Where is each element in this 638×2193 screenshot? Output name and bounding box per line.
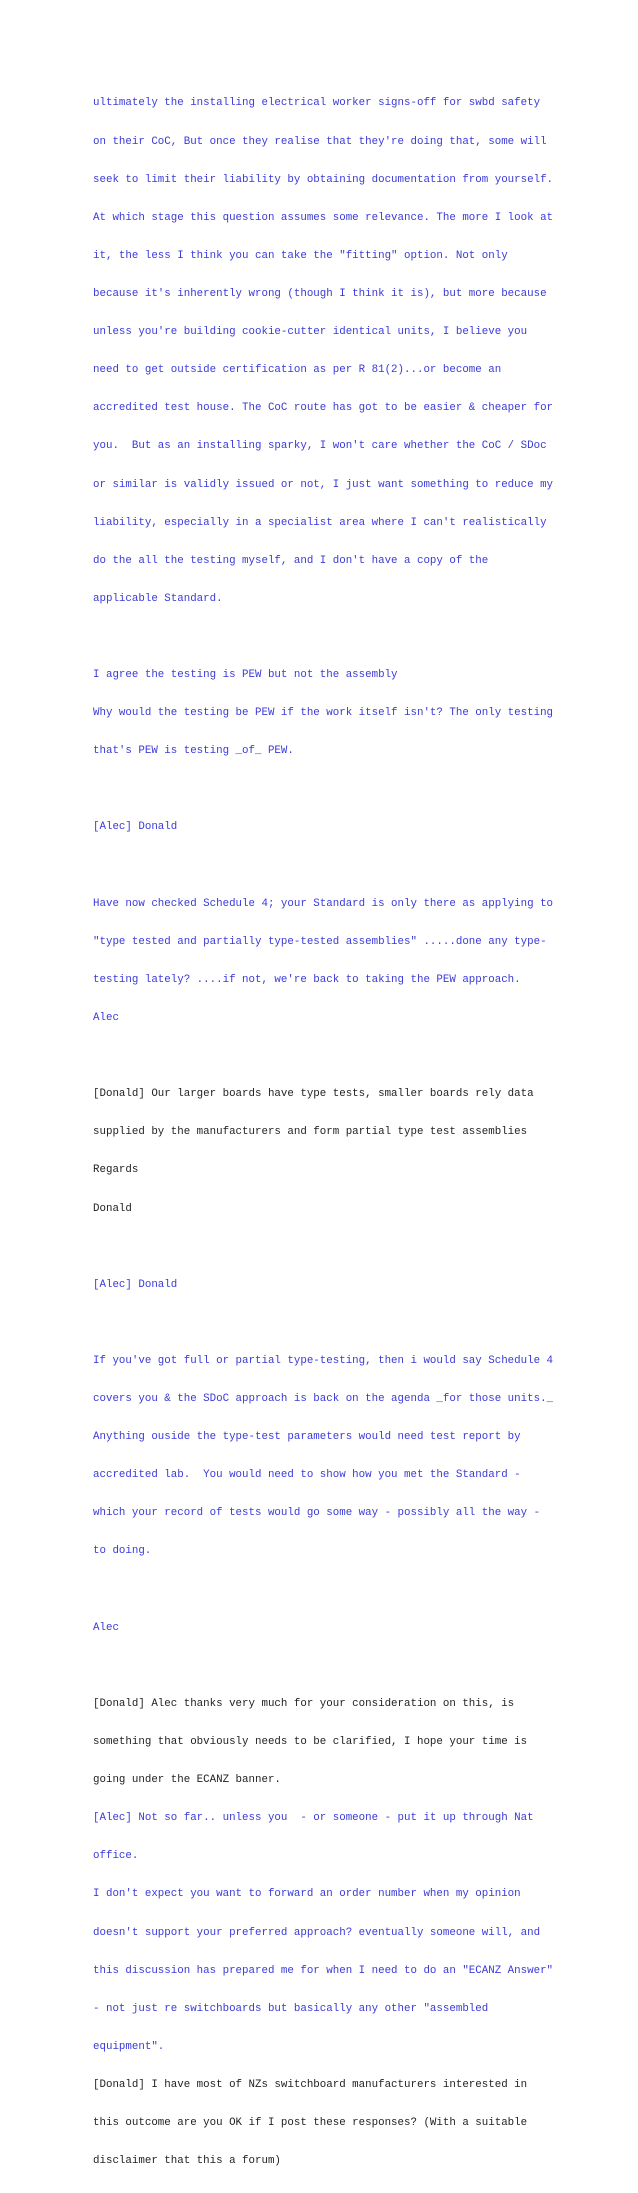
text-line: doesn't support your preferred approach? eventually someone will, and [93, 1926, 541, 1939]
text-line: ultimately the installing electrical worker signs-off for swbd safety [93, 97, 541, 110]
text-line: If you've got full or partial type-testing, then i would say Schedule 4 [93, 1354, 554, 1367]
text-line: seek to limit their liability by obtaining documentation from yourself. [93, 173, 554, 186]
text-line: because it's inherently wrong (though I think it is), but more because [93, 287, 547, 300]
text-line: [Alec] Donald [93, 1278, 178, 1291]
speaker-heading [93, 1253, 553, 1317]
text-line: unless you're building cookie-cutter identical units, I believe you [93, 326, 528, 339]
text-line: accredited lab. You would need to show how you met the Standard - [93, 1469, 521, 1482]
text-line: [Alec] Not so far.. unless you - or someone - put it up through Nat [93, 1812, 534, 1825]
text-line: Donald [93, 1202, 132, 1215]
text-line: [Donald] Alec thanks very much for your consideration on this, is [93, 1697, 515, 1710]
text-line: "type tested and partially type-tested assemblies" .....done any type- [93, 935, 547, 948]
text-line: equipment". [93, 2040, 165, 2053]
paragraph-schedule-4 [93, 872, 553, 1050]
text-line: to doing. [93, 1545, 152, 1558]
paragraph-pew-testing [93, 644, 553, 784]
text-line: this discussion has prepared me for when I need to do an "ECANZ Answer" [93, 1964, 554, 1977]
email-thread-document [93, 72, 553, 2193]
text-line: I agree the testing is PEW but not the assembly [93, 669, 398, 682]
speaker-heading [93, 796, 553, 860]
text-line: Why would the testing be PEW if the work itself isn't? The only testing [93, 707, 554, 720]
text-line: [Alec] Donald [93, 821, 178, 834]
paragraph-liability-discussion [93, 72, 553, 631]
text-line: testing lately? ....if not, we're back to taking the PEW approach. [93, 973, 521, 986]
text-line: or similar is validly issued or not, I just want something to reduce my [93, 478, 554, 491]
text-line: I don't expect you want to forward an order number when my opinion [93, 1888, 521, 1901]
text-line: Alec [93, 1011, 119, 1024]
paragraph-donald-type-tests [93, 1063, 553, 1241]
text-line: it, the less I think you can take the "fitting" option. Not only [93, 249, 508, 262]
text-line: - not just re switchboards but basically any other "assembled [93, 2002, 489, 2015]
text-line: do the all the testing myself, and I don't have a copy of the [93, 554, 489, 567]
text-line: you. But as an installing sparky, I won't care whether the CoC / SDoc [93, 440, 547, 453]
text-line: Have now checked Schedule 4; your Standard is only there as applying to [93, 897, 554, 910]
text-line: applicable Standard. [93, 592, 223, 605]
text-line: on their CoC, But once they realise that they're doing that, some will [93, 135, 547, 148]
text-line: [Donald] Our larger boards have type tests, smaller boards rely data [93, 1088, 534, 1101]
text-line: [Donald] I have most of NZs switchboard manufacturers interested in [93, 2078, 528, 2091]
text-line: Regards [93, 1164, 139, 1177]
text-line: At which stage this question assumes some relevance. The more I look at [93, 211, 554, 224]
text-line: disclaimer that this a forum) [93, 2155, 281, 2168]
text-line: need to get outside certification as per R 81(2)...or become an [93, 364, 502, 377]
text-line: office. [93, 1850, 139, 1863]
text-line: something that obviously needs to be clarified, I hope your time is [93, 1735, 528, 1748]
paragraph-closing-exchange [93, 1672, 553, 2193]
text-line: liability, especially in a specialist area where I can't realistically [93, 516, 547, 529]
signature-alec [93, 1596, 553, 1660]
text-line: which your record of tests would go some way - possibly all the way - [93, 1507, 541, 1520]
text-line: supplied by the manufacturers and form partial type test assemblies [93, 1126, 528, 1139]
text-line: this outcome are you OK if I post these responses? (With a suitable [93, 2117, 528, 2130]
text-line: Anything ouside the type-test parameters would need test report by [93, 1431, 521, 1444]
text-line: accredited test house. The CoC route has got to be easier & cheaper for [93, 402, 554, 415]
text-line: covers you & the SDoC approach is back on the agenda _for those units._ [93, 1393, 554, 1406]
text-line: going under the ECANZ banner. [93, 1774, 281, 1787]
paragraph-partial-type-testing [93, 1330, 553, 1584]
text-line: that's PEW is testing _of_ PEW. [93, 745, 294, 758]
text-line: Alec [93, 1621, 119, 1634]
